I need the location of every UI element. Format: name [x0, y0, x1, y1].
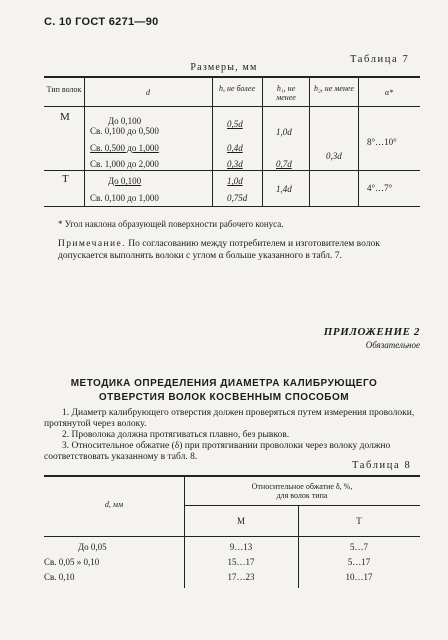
table-8-header-rule: [44, 536, 420, 537]
table-7-h: 0,4d: [227, 143, 243, 153]
table-7-header-rule: [44, 106, 420, 107]
table-7-col-divider: [212, 77, 213, 206]
table-7-d: До 0,100: [108, 176, 142, 186]
group-header-line: Относительное обжатие δ, %,: [251, 482, 353, 491]
table-7-h: 1,0d: [227, 176, 243, 186]
table-7-h: 0,3d: [227, 159, 243, 169]
table-8-col-d: d, мм: [104, 500, 124, 509]
table-7-d: Св. 0,100 до 0,500: [90, 126, 159, 136]
table-7-d: Св. 1,000 до 2,000: [90, 159, 159, 169]
table-7-type: Т: [62, 173, 69, 185]
note-text: По согласованию между потребителем и изготовителем волок допускается выполнять волоки с углом α больше указанного в табл. 7.: [58, 239, 380, 261]
table-7-d: До 0,100: [108, 116, 142, 126]
table-7-h: 0,5d: [227, 119, 243, 129]
table-7-col-divider: [262, 77, 263, 206]
table-7-note: [58, 238, 418, 262]
table-8-m: 9…13: [229, 542, 253, 552]
table-7-group-rule: [44, 170, 420, 171]
table-7-h1: 0,7d: [276, 159, 292, 169]
table-8-m: 17…23: [227, 572, 255, 582]
method-title-line: ОТВЕРСТИЯ ВОЛОК КОСВЕННЫМ СПОСОБОМ: [98, 392, 350, 403]
table-7-alpha: 8°…10°: [367, 137, 397, 147]
page-header: С. 10 ГОСТ 6271—90: [44, 16, 159, 28]
table-7-d: Св. 0,500 до 1,000: [90, 143, 159, 153]
table-7-label: Таблица 7: [350, 54, 410, 65]
table-7-col-alpha: α*: [384, 88, 394, 97]
table-7-h1: 1,0d: [276, 127, 292, 137]
table-7-alpha: 4°…7°: [367, 183, 393, 193]
table-8-t: 5…17: [347, 557, 371, 567]
table-7-h1: 1,4d: [276, 184, 292, 194]
table-7-col-h: h, не более: [218, 84, 256, 93]
table-7-type: М: [60, 111, 70, 123]
table-8-t: 10…17: [345, 572, 373, 582]
table-7-h: 0,75d: [227, 193, 248, 203]
table-7-col-d: d: [146, 88, 150, 97]
table-8-col-t: Т: [356, 516, 362, 526]
table-8-label: Таблица 8: [352, 460, 412, 471]
appendix-subtitle: Обязательное: [365, 340, 420, 350]
table-7-bottom-rule: [44, 206, 420, 207]
appendix-title: ПРИЛОЖЕНИЕ 2: [323, 326, 420, 338]
table-8-d: Св. 0,05 » 0,10: [44, 557, 100, 567]
footnote: * Угол наклона образующей поверхности рабочего конуса.: [58, 219, 284, 229]
table-8-m: 15…17: [227, 557, 255, 567]
paragraph: 1. Диаметр калибрующего отверстия должен проверяться путем измерения проволоки, протянутой через волоку.: [44, 408, 415, 429]
table-8-group-header: [184, 482, 420, 500]
note-lead: Примечание.: [58, 239, 126, 249]
table-8-d: До 0,05: [78, 542, 107, 552]
method-title: [0, 377, 448, 405]
table-7-d: Св. 0,100 до 1,000: [90, 193, 159, 203]
table-8-top-rule: [44, 475, 420, 477]
table-7-col-h2: h₂, не менее: [313, 84, 355, 93]
table-7-units: Размеры, мм: [190, 62, 258, 73]
table-7-col-h1: h₁, не менее: [276, 84, 296, 102]
method-title-line: МЕТОДИКА ОПРЕДЕЛЕНИЯ ДИАМЕТРА КАЛИБРУЮЩЕГО: [70, 378, 378, 389]
paragraph: 2. Проволока должна протягиваться плавно, без рывков.: [62, 430, 290, 440]
table-8-col-m: М: [236, 516, 245, 526]
table-7-h2: 0,3d: [326, 151, 342, 161]
table-7-col-type: Тип волок: [46, 85, 82, 94]
table-7-col-divider: [309, 77, 310, 206]
table-8-subheader-rule: [184, 505, 420, 506]
table-8-d: Св. 0,10: [44, 572, 75, 582]
group-header-line: для волок типа: [276, 491, 328, 500]
paragraph: 3. Относительное обжатие (δ) при протягивании проволоки через волоку должно соответствовать указанному в табл. 8.: [44, 441, 391, 462]
table-7-top-rule: [44, 76, 420, 78]
table-8-t: 5…7: [350, 542, 368, 552]
